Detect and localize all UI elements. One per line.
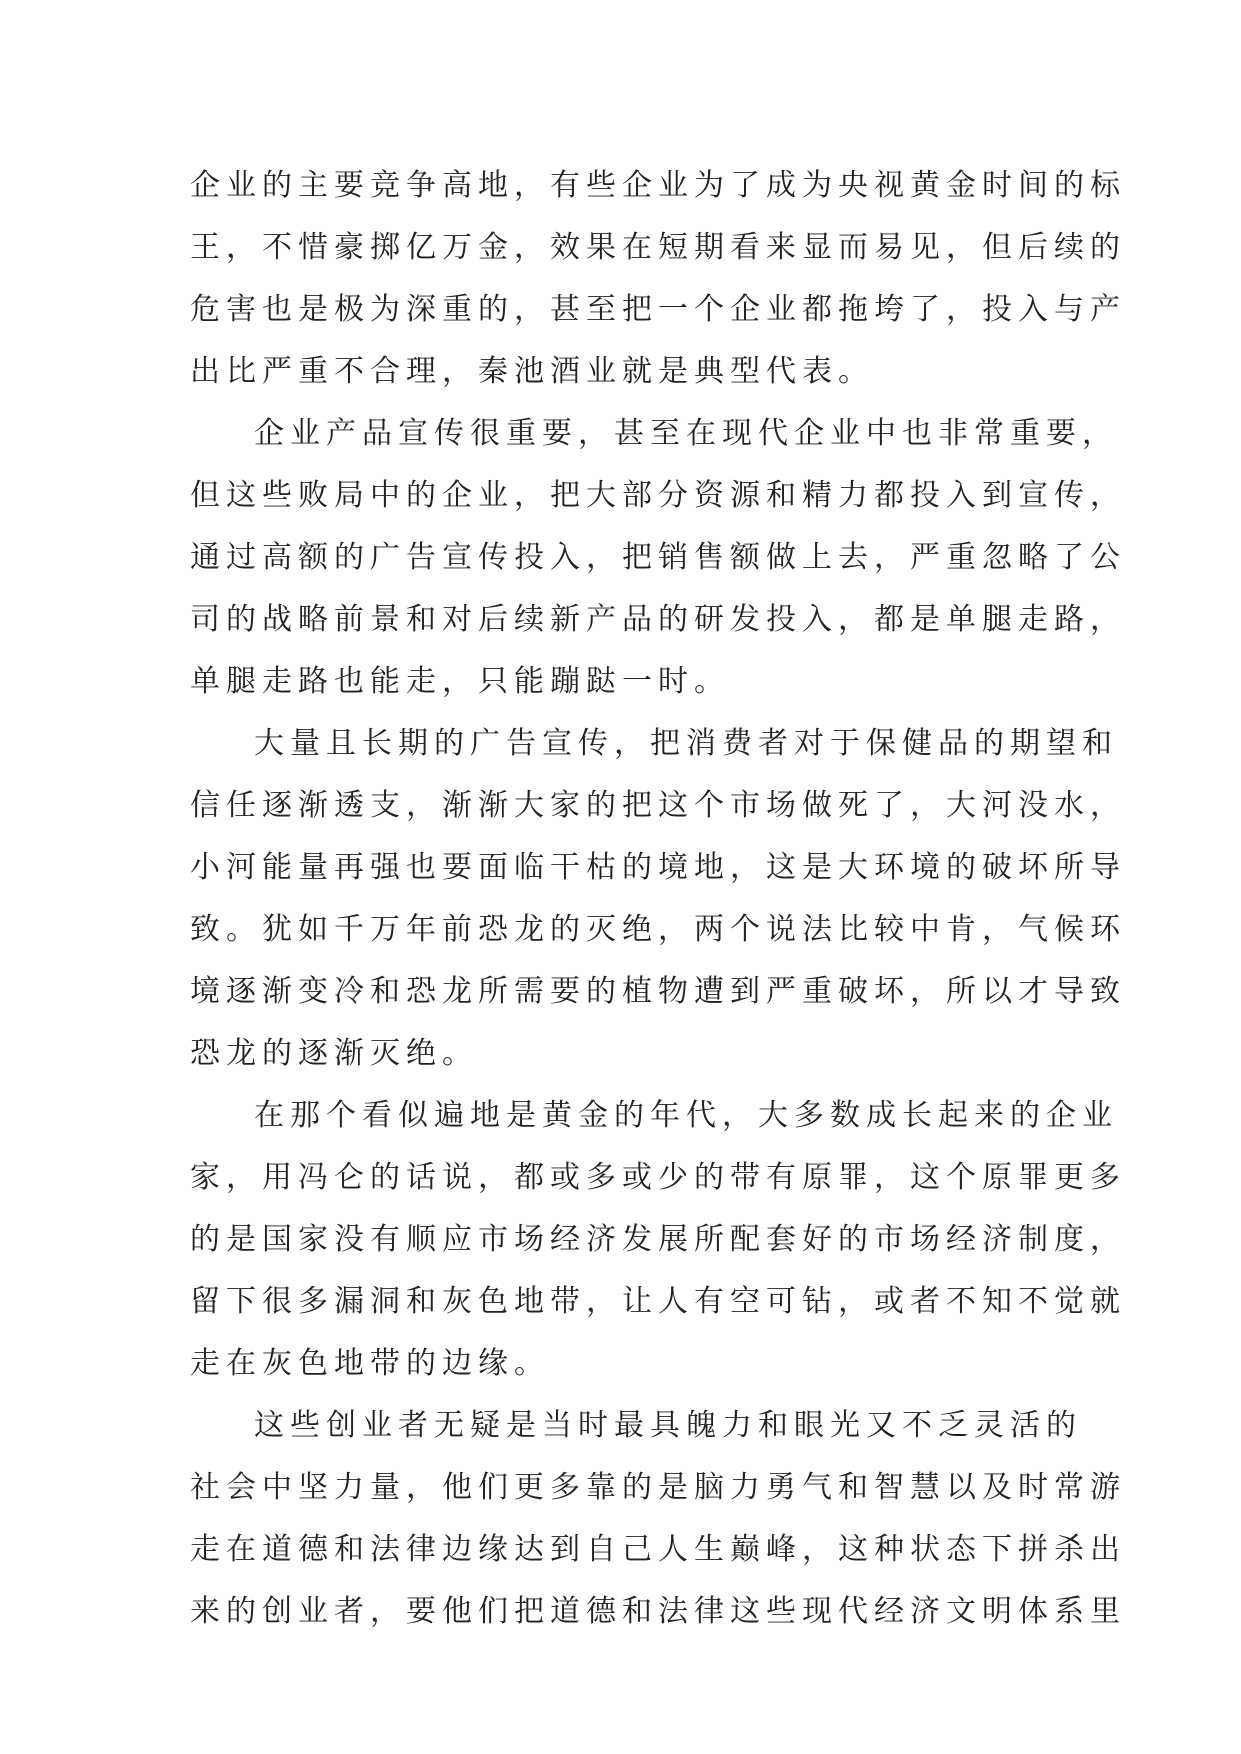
text-line: 小河能量再强也要面临干枯的境地，这是大环境的破坏所导	[190, 850, 1126, 885]
text-line: 恐龙的逐渐灭绝。	[190, 1036, 478, 1071]
text-line: 信任逐渐透支，渐渐大家的把这个市场做死了，大河没水，	[190, 788, 1126, 823]
text-line: 企业的主要竞争高地，有些企业为了成为央视黄金时间的标	[190, 168, 1126, 203]
paragraph-5	[190, 1395, 1126, 1643]
text-line: 境逐渐变冷和恐龙所需要的植物遭到严重破坏，所以才导致	[190, 974, 1126, 1009]
text-line: 但这些败局中的企业，把大部分资源和精力都投入到宣传，	[190, 478, 1126, 513]
document-page	[190, 155, 1126, 1643]
text-line: 在那个看似遍地是黄金的年代，大多数成长起来的企业	[254, 1098, 1118, 1133]
text-line: 走在灰色地带的边缘。	[190, 1346, 550, 1381]
text-line: 走在道德和法律边缘达到自己人生巅峰，这种状态下拼杀出	[190, 1532, 1126, 1567]
paragraph-1	[190, 155, 1126, 403]
text-line: 企业产品宣传很重要，甚至在现代企业中也非常重要，	[254, 416, 1118, 451]
text-line: 家，用冯仑的话说，都或多或少的带有原罪，这个原罪更多	[190, 1160, 1126, 1195]
text-line: 单腿走路也能走，只能蹦跶一时。	[190, 664, 730, 699]
text-line: 留下很多漏洞和灰色地带，让人有空可钻，或者不知不觉就	[190, 1284, 1126, 1319]
text-line: 通过高额的广告宣传投入，把销售额做上去，严重忽略了公	[190, 540, 1126, 575]
text-line: 来的创业者，要他们把道德和法律这些现代经济文明体系里	[190, 1594, 1126, 1629]
text-line: 社会中坚力量，他们更多靠的是脑力勇气和智慧以及时常游	[190, 1470, 1126, 1505]
text-line: 司的战略前景和对后续新产品的研发投入，都是单腿走路，	[190, 602, 1126, 637]
paragraph-3	[190, 713, 1126, 1085]
text-line: 王，不惜豪掷亿万金，效果在短期看来显而易见，但后续的	[190, 230, 1126, 265]
paragraph-4	[190, 1085, 1126, 1395]
text-line: 大量且长期的广告宣传，把消费者对于保健品的期望和	[254, 726, 1118, 761]
text-line: 出比严重不合理，秦池酒业就是典型代表。	[190, 354, 874, 389]
text-line: 危害也是极为深重的，甚至把一个企业都拖垮了，投入与产	[190, 292, 1126, 327]
text-line: 致。犹如千万年前恐龙的灭绝，两个说法比较中肯，气候环	[190, 912, 1126, 947]
text-line: 这些创业者无疑是当时最具魄力和眼光又不乏灵活的	[254, 1408, 1082, 1443]
text-line: 的是国家没有顺应市场经济发展所配套好的市场经济制度，	[190, 1222, 1126, 1257]
paragraph-2	[190, 403, 1126, 713]
